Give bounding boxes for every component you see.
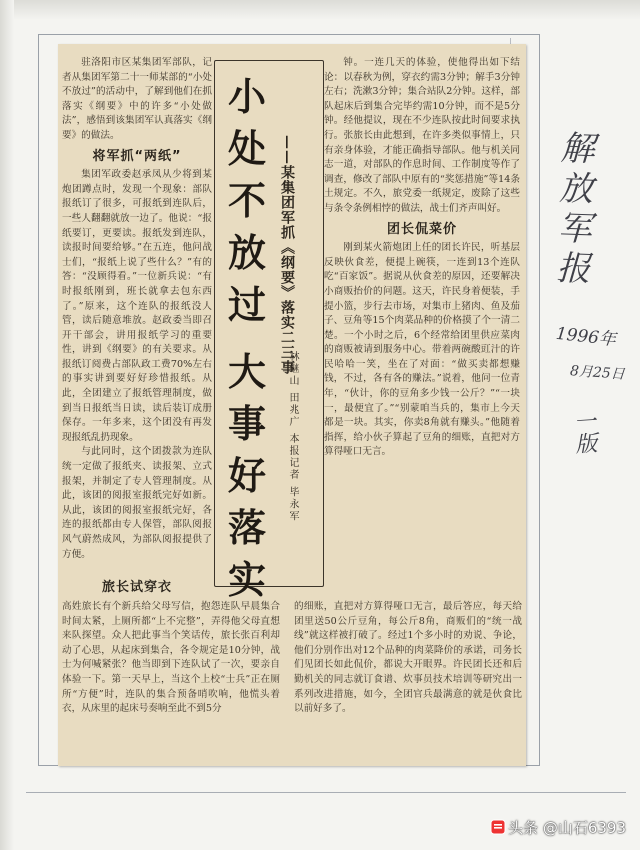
right-body-continued: 刚到某火箭炮团上任的团长许民，听基层反映伙食差，便提上碗筷，一连到13个连队吃“百家饭”。据说从伙食差的原因，还要解决小商贩抬价的问题。这天，许民身着便装，手提小篮，步行去市场，对集市上猪肉、鱼及茄子、豆角等15个肉菜品种的价格摸了个一清二楚。一个小时之后，6个经常给团里供应菜肉的商贩被请到服务中心。带着两碗酸豇汁的许民哈哈一笑，坐在了对面：“做买卖都想赚钱，不过，各有各的赚法。”说着，他问一位青年，“伙计，你的豆角多少钱一公斤？”“一块一，最便宜了。”“别蒙咱当兵的，集市上今天都是一块。其实，你卖8角就有赚头。”他随着指挥，给小伙子算起了豆角的细账，直把对方算得哑口无言。 [324, 242, 520, 458]
page-top-edge [0, 0, 640, 20]
pencil-line-bottom [26, 792, 626, 793]
article-byline: 林继山 田兆广 本报记者 毕永军 [287, 351, 298, 523]
headline-subtitle: ——某集团军抓《纲要》落实二三事 [279, 135, 295, 375]
headline-main-1: 小处不放过 [227, 75, 266, 327]
section-heading-two-papers: 将军抓“两纸” [92, 148, 182, 164]
handwritten-date: 8月25日 [569, 363, 626, 383]
bottom-left-text: 高姓旅长有个新兵给父母写信，抱怨连队早晨集合时间太紧，上厕所都“上不完整”，弄得他父母直想来队探望。众人把此事当个笑话传，旅长张百利却动了心思，从起床到集合，各令规定是10分钟，战士为何喊紧张？他当即到下连队试了一次，要亲自体验一下。第一天早上，当这个上校“士兵”正在厕所“方便”时，连队的集合预备哨吹响，他慌头着衣，从床里的起床号奏响至此不到5分 [62, 601, 280, 715]
watermark [490, 817, 626, 838]
section-heading-brigade: 旅长试穿衣 [101, 580, 172, 595]
toutiao-logo-icon [490, 819, 506, 835]
bottom-right-text: 的细账，直把对方算得哑口无言，最后答应，每天给团里送50公斤豆角，每公斤8角，商贩们的“统一战线”就这样被打破了。经过1个多小时的劝说、争论，他们分别作出对12个品种的肉菜降价的承诺，司务长们见团长如此侃价，都说大开眼界。许民团长还和后勤机关的同志就订食谱、炊事员技术培训等研究出一系列改进措施，如今，全团官兵最满意的就是伙食比以前好多了。 [294, 601, 522, 715]
right-article-column [324, 56, 520, 604]
page-binding-shadow [0, 0, 14, 850]
left-article-column [62, 56, 212, 581]
right-body: 钟。一连几天的体验，使他得出如下结论：以春秋为例，穿衣约需3分钟；解手3分钟左右；洗漱3分钟；集合站队2分钟。这样，部队起床后到集合完毕约需10分钟，而不是5分钟。经他提议，现在不少连队按此时间要求执行。张旅长由此想到，在许多类似事情上，只有亲身体验，才能正确指导部队。他与机关同志一道，对部队的作息时间、工作制度等作了调查，修改了部队中原有的“奖惩措施”等14条土规定。不久，旅党委一纸规定，废除了这些与条令条例相悖的做法，战士们齐声叫好。 [324, 57, 520, 214]
bottom-article-section [62, 580, 522, 766]
article-intro: 驻洛阳市区某集团军部队，记者从集团军第二十一师某部的“小处不放过”的活动中，了解到他们在抓落实《纲要》中的许多“小处做法”，感悟到该集团军认真落实《纲要》的做法。 [62, 57, 212, 141]
newspaper-clipping [58, 44, 526, 766]
article-body: 集团军政委赵承凤从少将到某炮团蹲点时，发现一个现象：部队报纸订了很多，可报纸到连队后，一些人翻翻就放一边了。他说：“报纸要订，更要读。报纸发到连队，读报时间要给够。”在五连，他问战士们，“报纸上说了些什么？”有的答：“没顾得看。”一位新兵说：“有时报纸刚到，班长就拿去包东西了。”原来，这个连队的报纸没人管，读后随意堆放。赵政委当即召开干部会，讲用报纸学习的重要性，讲到《纲要》的有关要求。从报纸订阅费占部队政工费70%左右的事实讲到要好好珍惜报纸。从此，全团建立了报纸管理制度，做到当日报纸当日读，读后装订成册保存。一年多来，这个团没有再发现报纸乱扔现象。 [62, 169, 212, 443]
headline-main-2: 大事好落实 [227, 350, 266, 602]
watermark-text: 头条 @山石6393 [508, 819, 626, 837]
handwritten-source: 解放军报 [549, 129, 595, 291]
handwritten-page: 一版 [569, 409, 598, 455]
headline-box [214, 60, 324, 602]
article-body-continued: 与此同时，这个团拨款为连队统一定做了报纸夹、读报架、立式报架，并制定了专人管理制度。从此，该团的阅报室报纸完好如新。从此，该团的阅报室报纸完好，各连的报纸都由专人保管，部队阅报风气蔚然成风，为部队阅报提供了方便。 [62, 446, 212, 560]
section-heading-vegetable-price: 团长侃菜价 [386, 221, 457, 237]
handwritten-year: 1996年 [554, 323, 617, 351]
